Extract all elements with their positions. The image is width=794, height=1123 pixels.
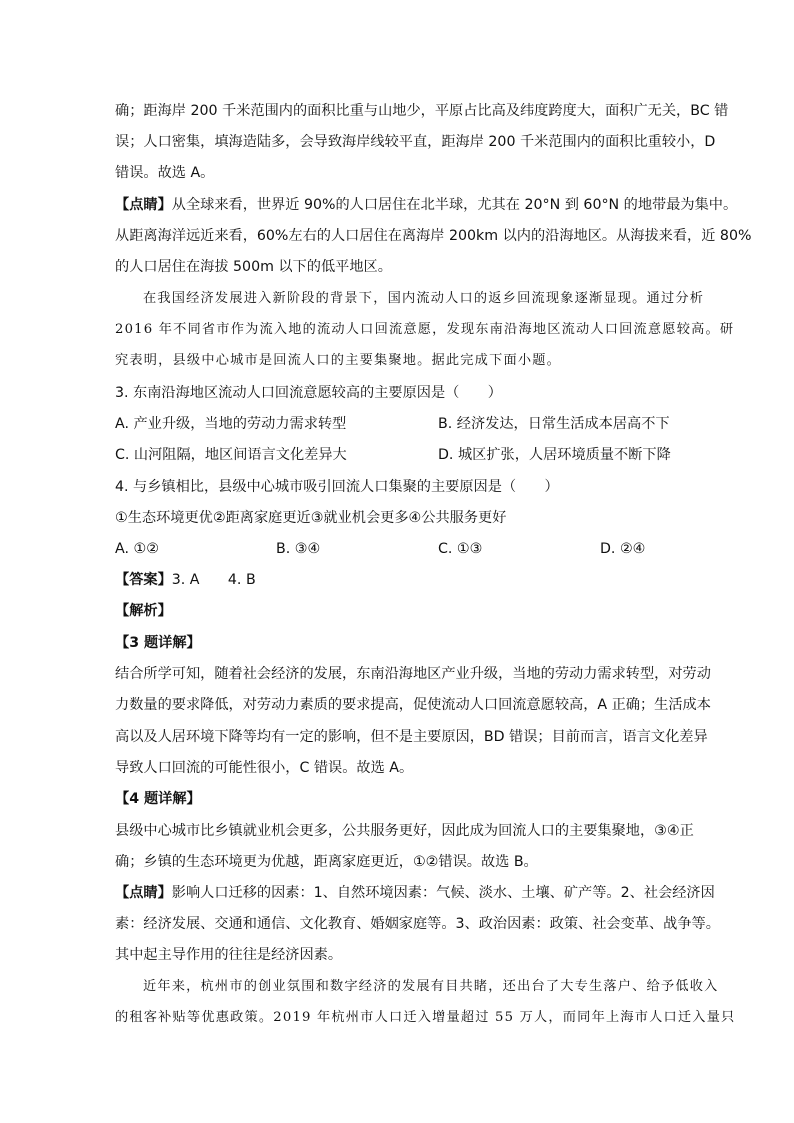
q4-detail-heading: 【4 题详解】: [115, 791, 201, 807]
q3-detail-heading: 【3 题详解】: [115, 635, 201, 651]
text-line: 从距离海洋远近来看，60%左右的人口居住在离海岸 200km 以内的沿海地区。从海拔来看，近 80%: [115, 228, 752, 244]
question-4-items: ①生态环境更优②距离家庭更近③就业机会更多④公共服务更好: [115, 510, 507, 526]
tip-label: 【点睛】: [115, 885, 172, 901]
option-3b: B. 经济发达，日常生活成本居高不下: [438, 416, 670, 432]
text-line: 力数量的要求降低，对劳动力素质的要求提高，促使流动人口回流意愿较高，A 正确；生活成本: [115, 697, 711, 713]
tip-label: 【点睛】: [115, 197, 172, 213]
option-4b: B. ③④: [276, 541, 321, 557]
text-line: 的人口居住在海拔 500m 以下的低平地区。: [115, 259, 392, 275]
option-4d: D. ②④: [600, 541, 646, 557]
passage-line: 究表明，县级中心城市是回流人口的主要集聚地。据此完成下面小题。: [115, 353, 562, 368]
passage-line: 近年来，杭州市的创业氛围和数字经济的发展有目共睹，还出台了大专生落户、给予低收入: [143, 979, 719, 994]
tip-text: 从全球来看，世界近 90%的人口居住在北半球，尤其在 20°N 到 60°N 的地带最为集中。: [171, 197, 738, 213]
text-line: 确；距海岸 200 千米范围内的面积比重与山地少，平原占比高及纬度跨度大，面积广无关，BC 错: [115, 103, 729, 119]
passage-line: 的租客补贴等优惠政策。2019 年杭州市人口迁入增量超过 55 万人，而同年上海市人口迁入量只: [115, 1010, 736, 1025]
text-line: 确；乡镇的生态环境更为优越，距离家庭更近，①②错误。故选 B。: [115, 854, 538, 870]
passage-line: 在我国经济发展进入新阶段的背景下，国内流动人口的返乡回流现象逐渐显现。通过分析: [143, 291, 705, 306]
text-line: 高以及人居环境下降等均有一定的影响，但不是主要原因，BD 错误；目前而言，语言文化差异: [115, 729, 708, 745]
question-3: 3. 东南沿海地区流动人口回流意愿较高的主要原因是（ ）: [115, 385, 502, 401]
text-line: 错误。故选 A。: [115, 165, 215, 181]
text-line: 误；人口密集，填海造陆多，会导致海岸线较平直，距海岸 200 千米范围内的面积比重较小，D: [115, 134, 716, 150]
text-line: 结合所学可知，随着社会经济的发展，东南沿海地区产业升级，当地的劳动力需求转型，对劳动: [115, 666, 711, 682]
tip-line: [115, 195, 737, 215]
option-4c: C. ①③: [438, 541, 483, 557]
tip-text: 影响人口迁移的因素：1、自然环境因素：气候、淡水、土壤、矿产等。2、社会经济因: [171, 885, 715, 901]
option-4a: A. ①②: [115, 541, 159, 557]
passage-line: 2016 年不同省市作为流入地的流动人口回流意愿，发现东南沿海地区流动人口回流意愿较高。研: [115, 322, 735, 337]
text-line: 导致人口回流的可能性很小，C 错误。故选 A。: [115, 760, 414, 776]
analysis-heading: 【解析】: [115, 603, 172, 619]
text-line: 其中起主导作用的往往是经济因素。: [115, 947, 343, 963]
tip-line: [115, 883, 715, 903]
answer-text: 3. A 4. B: [171, 572, 256, 588]
question-4: 4. 与乡镇相比，县级中心城市吸引回流人口集聚的主要原因是（ ）: [115, 479, 559, 495]
option-3d: D. 城区扩张，人居环境质量不断下降: [438, 447, 671, 463]
text-line: 县级中心城市比乡镇就业机会更多，公共服务更好，因此成为回流人口的主要集聚地，③④正: [115, 823, 694, 839]
text-line: 素：经济发展、交通和通信、文化教育、婚姻家庭等。3、政治因素：政策、社会变革、战争等。: [115, 916, 720, 932]
option-3a: A. 产业升级，当地的劳动力需求转型: [115, 416, 347, 432]
answer-line: [115, 570, 256, 590]
answer-label: 【答案】: [115, 572, 172, 588]
option-3c: C. 山河阻隔，地区间语言文化差异大: [115, 447, 347, 463]
